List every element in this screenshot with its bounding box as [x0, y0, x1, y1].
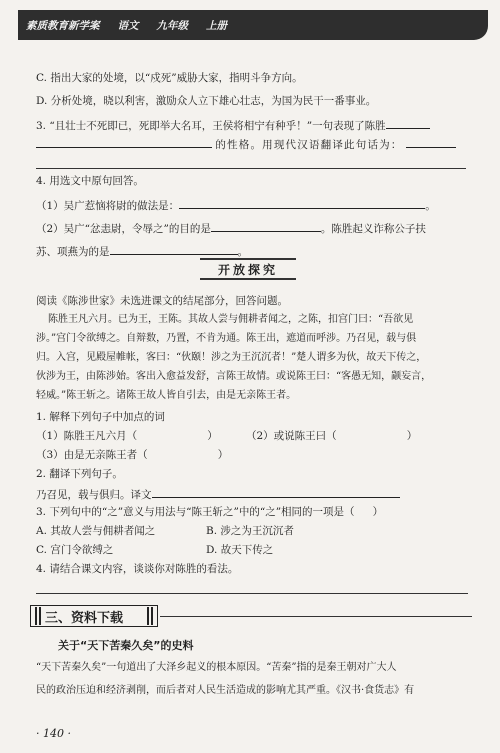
answer-blank[interactable]	[211, 220, 321, 232]
question-4-2-cont	[36, 243, 248, 259]
box-bar	[35, 607, 37, 625]
answer-blank[interactable]	[406, 136, 456, 148]
rq-1-3	[36, 448, 228, 462]
rq-4: 4. 请结合课文内容，谈谈你对陈胜的看法。	[36, 563, 239, 575]
question-3-line-1	[36, 117, 430, 133]
paren-close: ）	[207, 430, 218, 442]
rq-3-option-a: A. 其故人尝与佣耕者闻之	[36, 525, 156, 537]
page-header	[18, 10, 488, 40]
question-4: 4. 用选文中原句回答。	[36, 175, 144, 187]
answer-line[interactable]	[36, 593, 468, 594]
box-bar	[39, 607, 41, 625]
question-4-2	[36, 220, 426, 236]
rq-1-1-text: （1）陈胜王凡六月（	[36, 430, 138, 442]
answer-blank[interactable]	[152, 486, 400, 498]
reading-paragraph-line-4: 伙涉为王，由陈涉始。客出入愈益发舒，言陈王故情。或说陈王曰：“客愚无知，颛妄言，	[36, 371, 432, 382]
series-title: 素质教育新学案	[26, 19, 100, 32]
resource-subtitle: 关于“天下苦秦久矣”的史料	[58, 639, 194, 652]
paren-close: ）	[372, 506, 384, 518]
resource-text-line-1: “天下苦秦久矣”一句道出了大泽乡起义的根本原因。“苦秦”指的是秦王朝对广大人	[36, 662, 397, 673]
question-3-line-2	[36, 136, 456, 152]
rq-3-option-c: C. 宫门令欲缚之	[36, 544, 114, 556]
question-4-1	[36, 197, 436, 213]
rq-1-2	[246, 429, 417, 443]
rq-2-sentence-text: 乃召见，载与俱归。译文	[36, 489, 152, 501]
rq-2-sentence	[36, 486, 400, 502]
question-3-text: 3. “且壮士不死即已，死即举大名耳，王侯将相宁有种乎！”一句表现了陈胜	[36, 120, 386, 132]
subject-label: 语文	[117, 19, 139, 32]
question-4-2-cont-text: 苏、项燕为的是	[36, 246, 110, 258]
paren-close: ）	[406, 430, 418, 442]
box-bar	[151, 607, 153, 625]
option-c: C. 指出大家的处境，以“戍死”威胁大家，指明斗争方向。	[36, 72, 303, 84]
question-3-translate: 的性格。用现代汉语翻译此句话为：	[215, 139, 403, 151]
answer-blank[interactable]	[386, 117, 430, 129]
period: 。	[425, 200, 436, 212]
resource-text-line-2: 民的政治压迫和经济剥削，而后者对人民生活造成的影响尤其严重。《汉书·食货志》有	[36, 685, 415, 696]
section-title: 开放探究	[200, 258, 296, 280]
section-rule	[160, 616, 472, 617]
answer-blank[interactable]	[179, 197, 425, 209]
question-4-2-text: （2）吴广“忿恚尉，令辱之”的目的是	[36, 223, 211, 235]
period: 。	[237, 246, 248, 258]
rq-3-option-b: B. 涉之为王沉沉者	[206, 525, 294, 537]
reading-intro: 阅读《陈涉世家》未选进课文的结尾部分，回答问题。	[36, 295, 288, 307]
rq-1-3-text: （3）由是无亲陈王者（	[36, 449, 148, 461]
rq-3-text: 3. 下列句中的“之”意义与用法与“陈王斩之”中的“之”相同的一项是（	[36, 506, 355, 518]
question-4-1-text: （1）吴广惹恼将尉的做法是：	[36, 200, 180, 212]
answer-line[interactable]	[36, 168, 466, 169]
option-d: D. 分析处境，晓以利害，激励众人立下雄心壮志，为国为民干一番事业。	[36, 95, 377, 107]
box-bar	[147, 607, 149, 625]
page-number: · 140 ·	[36, 727, 71, 740]
rq-3-option-d: D. 故天下传之	[206, 544, 274, 556]
answer-blank[interactable]	[110, 243, 238, 255]
rq-2: 2. 翻译下列句子。	[36, 468, 123, 480]
grade-label: 九年级	[156, 19, 188, 32]
reading-paragraph-line-5: 轻威。”陈王斩之。诸陈王故人皆自引去，由是无亲陈王者。	[36, 390, 297, 401]
reading-paragraph-line-3: 归。入宫，见殿屋帷帐，客曰：“伙颐！涉之为王沉沉者！”楚人谓多为伙，故天下传之，	[36, 352, 427, 363]
resource-section-title: 三、资料下载	[45, 610, 124, 626]
rq-1-2-text: （2）或说陈王曰（	[246, 430, 337, 442]
paren-close: ）	[217, 449, 229, 461]
rq-3	[36, 505, 383, 519]
question-4-2-tail: 。陈胜起义诈称公子扶	[320, 223, 426, 235]
rq-1-1	[36, 429, 218, 443]
reading-paragraph-line-2: 涉。”宫门令欲缚之。自辩数，乃置，不肯为通。陈王出，遮道而呼涉。乃召见，载与俱	[36, 333, 417, 344]
resource-section-box	[30, 605, 158, 627]
answer-blank[interactable]	[36, 136, 212, 148]
volume-label: 上册	[206, 19, 227, 32]
reading-paragraph-line-1: 陈胜王凡六月。已为王，王陈。其故人尝与佣耕者闻之，之陈，扣宫门曰：“吾欲见	[48, 314, 414, 325]
rq-1: 1. 解释下列句子中加点的词	[36, 411, 165, 423]
